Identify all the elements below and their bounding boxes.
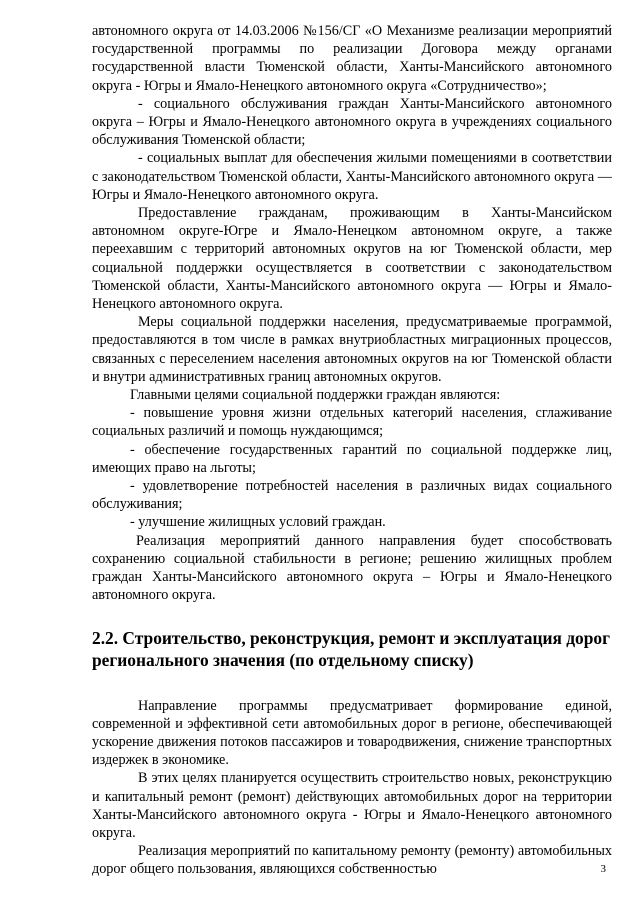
- goal-item-needs: - удовлетворение потребностей населения в различных видах социального обслуживания;: [92, 478, 612, 513]
- page-number: 3: [600, 863, 606, 875]
- paragraph-goals-intro: Главными целями социальной поддержки граждан являются:: [130, 387, 501, 404]
- section-heading: 2.2. Строительство, реконструкция, ремонт и эксплуатация дорог регионального значения (по отдельному списку): [92, 627, 611, 670]
- goal-item-state-guarantees: - обеспечение государственных гарантий по социальной поддержке лиц, имеющих право на льготы;: [92, 441, 612, 476]
- paragraph-repair: Реализация мероприятий по капитальному ремонту (ремонту) автомобильных дорог общего пользования, являющихся собственностью: [92, 843, 612, 878]
- list-item-housing-payments: - социальных выплат для обеспечения жилыми помещениями в соответствии с законодательством Тюменской области, Ханты-Мансийского автономного округа — Югры и Ямало-Ненецкого автономного округа.: [92, 150, 612, 203]
- paragraph-direction: Направление программы предусматривает формирование единой, современной и эффективной сети автомобильных дорог в регионе, обеспечивающей ускорение движения потоков пассажиров и товародвижения, снижение транспортных издержек в экономике.: [92, 697, 612, 769]
- goal-item-living-standard: - повышение уровня жизни отдельных категорий населения, сглаживание социальных различий и помощь нуждающимся;: [92, 405, 612, 440]
- paragraph-plans: В этих целях планируется осуществить строительство новых, реконструкцию и капитальный ремонт (ремонт) действующих автомобильных дорог на территории Ханты-Мансийского автономного округа - Югры и Ямало-Ненецкого автономного округа.: [92, 770, 612, 841]
- paragraph-implementation: Реализация мероприятий данного направления будет способствовать сохранению социальной стабильности в регионе; решению жилищных проблем граждан Ханты-Мансийского автономного округа – Югры и Ямало-Ненецкого автономного округа.: [92, 532, 612, 604]
- list-item-social-service: - социального обслуживания граждан Ханты-Мансийского автономного округа – Югры и Ямало-Ненецкого автономного округа в учреждениях социального обслуживания Тюменской области;: [92, 95, 612, 149]
- goal-item-housing: - улучшение жилищных условий граждан.: [130, 514, 386, 531]
- paragraph-continuation: автономного округа от 14.03.2006 №156/СГ «О Механизме реализации мероприятий государственной программы по реализации Договора между органами государственной власти Тюменской области, Ханты-Мансийского автономного округа - Югры и Ямало-Ненецкого автономного округа «Сотрудничество»;: [92, 23, 612, 94]
- page-content: [92, 22, 612, 879]
- paragraph-support-provision: Предоставление гражданам, проживающим в Ханты-Мансийском автономном округе-Югре и Ямало-Ненецком автономном округе, а также переехавшим с территорий автономных округов на юг Тюменской области, мер социальной поддержки осуществляется в соответствии с законодательством Тюменской области, Ханты-Мансийского автономного округа — Югры и Ямало-Ненецкого автономного округа.: [92, 205, 612, 313]
- paragraph-support-measures: Меры социальной поддержки населения, предусматриваемые программой, предоставляются в том числе в рамках внутриобластных миграционных процессов, связанных с переселением населения автономных округов на юг Тюменской области и внутри административных границ автономных округов.: [92, 314, 612, 385]
